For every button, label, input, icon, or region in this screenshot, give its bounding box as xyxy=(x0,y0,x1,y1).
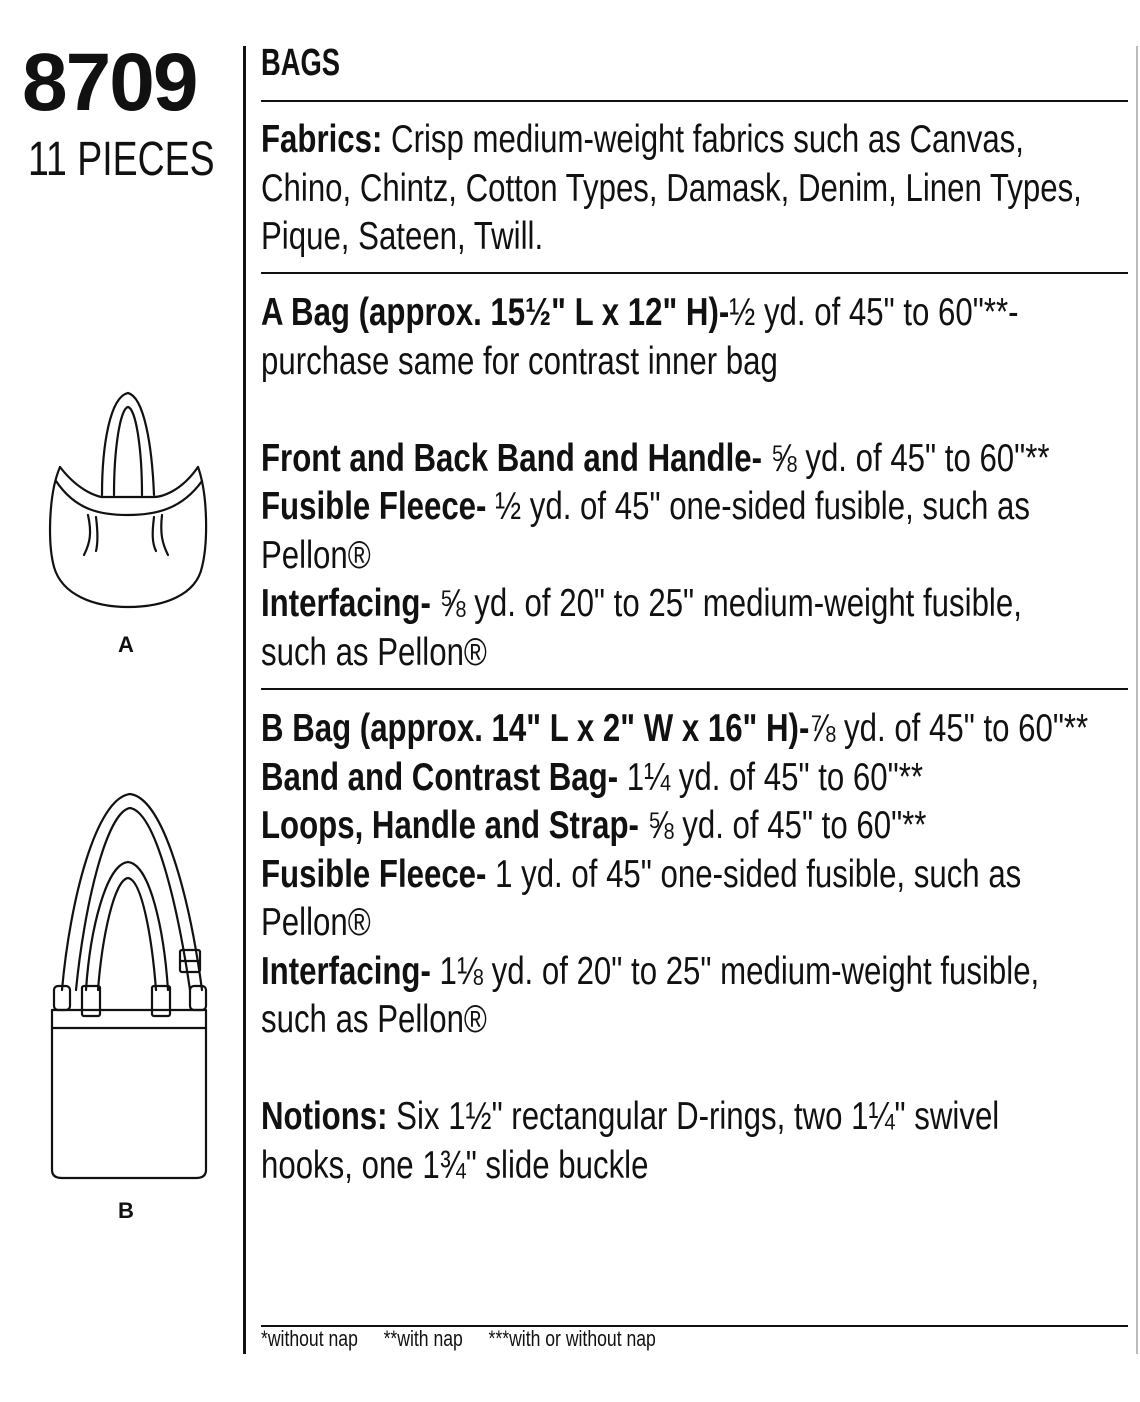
bag-b-interfacing-line2: such as Pellon® xyxy=(261,998,487,1041)
bag-a-band-label: Front and Back Band and Handle- xyxy=(261,436,762,480)
bag-a-interfacing-label: Interfacing- xyxy=(261,582,431,625)
bag-b-loops-label: Loops, Handle and Strap- xyxy=(261,804,639,847)
notions-line2: hooks, one 1¾" slide buckle xyxy=(261,1143,649,1187)
bag-a-title: A Bag (approx. 15½" L x 12" H)- xyxy=(261,291,730,334)
pattern-number: 8709 xyxy=(22,37,197,128)
view-b-label: B xyxy=(118,1198,134,1223)
divider-top xyxy=(261,100,1128,102)
bag-a-fleece-rest: ½ yd. of 45" one-sided fusible, such as xyxy=(486,485,1030,528)
bag-a-line2: purchase same for contrast inner bag xyxy=(261,339,778,383)
bag-b-fleece-label: Fusible Fleece- xyxy=(261,852,487,896)
fabrics-block xyxy=(261,116,1082,262)
footnote-without-nap: *without nap xyxy=(261,1326,358,1351)
view-a-label: A xyxy=(118,632,134,657)
footnote-with-or-without-nap: ***with or without nap xyxy=(488,1326,656,1351)
bag-a-fleece-label: Fusible Fleece- xyxy=(261,485,487,528)
bag-a-band-rest: ⅝ yd. of 45" to 60"** xyxy=(761,436,1050,480)
footnote-with-nap: **with nap xyxy=(383,1326,463,1351)
bag-b-interfacing-rest: 1⅛ yd. of 20" to 25" medium-weight fusible, xyxy=(430,949,1040,993)
bag-b-interfacing-label: Interfacing- xyxy=(261,949,431,993)
fabrics-label: Fabrics: xyxy=(261,118,383,161)
bag-a-fleece-line2: Pellon® xyxy=(261,533,371,577)
divider-fabrics xyxy=(261,272,1128,274)
bag-b-block xyxy=(261,705,1088,1190)
bag-a-sketch xyxy=(40,385,220,620)
fabrics-line2: Chino, Chintz, Cotton Types, Damask, Denim, Linen Types, xyxy=(261,166,1082,210)
bag-b-band-label: Band and Contrast Bag- xyxy=(261,755,619,799)
bag-b-loops-rest: ⅝ yd. of 45" to 60"** xyxy=(638,804,927,847)
bag-b-fleece-line2: Pellon® xyxy=(261,901,371,944)
notions-line1: Six 1½" rectangular D-rings, two 1¼" swivel xyxy=(387,1095,1000,1138)
notions-label: Notions: xyxy=(261,1095,388,1138)
bag-a-block xyxy=(261,289,1050,677)
pieces-count: 11 PIECES xyxy=(28,133,215,186)
bag-b-sketch xyxy=(40,790,220,1185)
right-edge-line xyxy=(1136,46,1138,1354)
bag-a-interfacing-rest: ⅝ yd. of 20" to 25" medium-weight fusible, xyxy=(430,582,1022,625)
spacer xyxy=(261,1045,1088,1094)
bag-a-title-rest: ½ yd. of 45" to 60"**- xyxy=(729,291,1019,334)
divider-bag-a xyxy=(261,688,1128,690)
bag-b-title: B Bag (approx. 14" L x 2" W x 16" H)- xyxy=(261,707,810,750)
section-title: BAGS xyxy=(261,42,341,84)
bag-b-title-rest: ⅞ yd. of 45" to 60"** xyxy=(809,707,1089,750)
bag-b-band-rest: 1¼ yd. of 45" to 60"** xyxy=(618,755,923,799)
bag-a-interfacing-line2: such as Pellon® xyxy=(261,630,487,674)
spacer xyxy=(261,386,1050,435)
vertical-divider xyxy=(243,46,246,1354)
fabrics-line3: Pique, Sateen, Twill. xyxy=(261,215,544,258)
fabrics-line1: Crisp medium-weight fabrics such as Canvas, xyxy=(382,118,1024,161)
footnotes xyxy=(261,1328,677,1350)
bag-b-fleece-rest: 1 yd. of 45" one-sided fusible, such as xyxy=(486,852,1022,896)
